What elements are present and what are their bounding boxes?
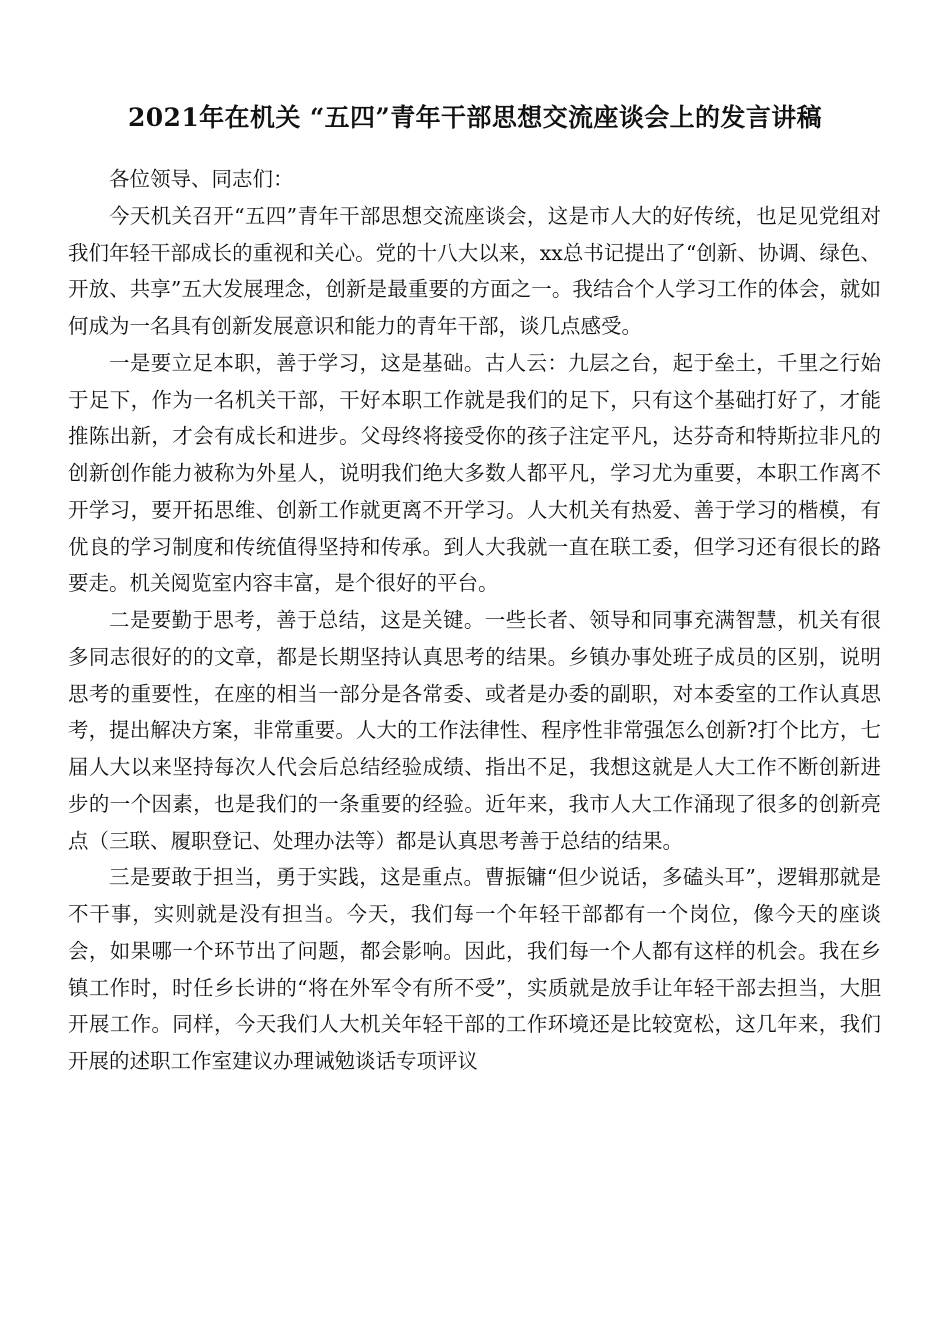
paragraph-point-one: 一是要立足本职，善于学习，这是基础。古人云：九层之台，起于垒土，千里之行始于足下，作为一名机关干部，干好本职工作就是我们的足下，只有这个基础打好了，才能推陈出新，才会有成长和进步。父母终将接受你的孩子注定平凡，达芬奇和特斯拉非凡的创新创作能力被称为外星人，说明我们绝大多数人都平凡，学习尤为重要，本职工作离不开学习，要开拓思维、创新工作就更离不开学习。人大机关有热爱、善于学习的楷模，有优良的学习制度和传统值得坚持和传承。到人大我就一直在联工委，但学习还有很长的路要走。机关阅览室内容丰富，是个很好的平台。 — [68, 350, 881, 596]
document-body — [68, 161, 881, 1080]
document-title: 2021年在机关 “五四”青年干部思想交流座谈会上的发言讲稿 — [127, 103, 823, 132]
salutation: 各位领导、同志们： — [109, 167, 294, 191]
paragraph-intro: 今天机关召开“五四”青年干部思想交流座谈会，这是市人大的好传统，也足见党组对我们年轻干部成长的重视和关心。党的十八大以来，xx总书记提出了“创新、协调、绿色、开放、共享”五大发展理念，创新是最重要的方面之一。我结合个人学习工作的体会，就如何成为一名具有创新发展意识和能力的青年干部，谈几点感受。 — [68, 203, 881, 338]
paragraph-point-two: 二是要勤于思考，善于总结，这是关键。一些长者、领导和同事充满智慧，机关有很多同志很好的的文章，都是长期坚持认真思考的结果。乡镇办事处班子成员的区别，说明思考的重要性，在座的相当一部分是各常委、或者是办委的副职，对本委室的工作认真思考，提出解决方案，非常重要。人大的工作法律性、程序性非常强怎么创新?打个比方，七届人大以来坚持每次人代会后总结经验成绩、指出不足，我想这就是人大工作不断创新进步的一个因素，也是我们的一条重要的经验。近年来，我市人大工作涌现了很多的创新亮点（三联、履职登记、处理办法等）都是认真思考善于总结的结果。 — [68, 608, 881, 853]
paragraph-point-three: 三是要敢于担当，勇于实践，这是重点。曹振镛“但少说话，多磕头耳”，逻辑那就是不干事，实则就是没有担当。今天，我们每一个年轻干部都有一个岗位，像今天的座谈会，如果哪一个环节出了问题，都会影响。因此，我们每一个人都有这样的机会。我在乡镇工作时，时任乡长讲的“将在外军令有所不受”，实质就是放手让年轻干部去担当，大胆开展工作。同样，今天我们人大机关年轻干部的工作环境还是比较宽松，这几年来，我们开展的述职工作室建议办理诫勉谈话专项评议 — [68, 865, 881, 1073]
